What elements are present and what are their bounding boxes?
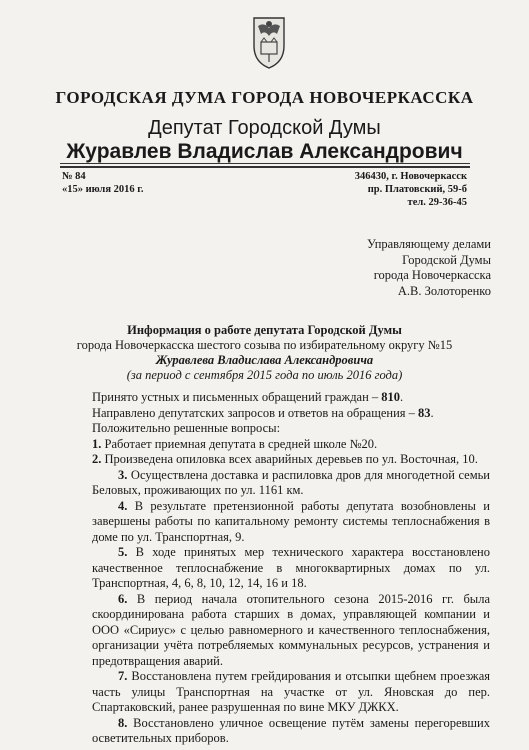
item-text: В результате претензионной работы депутата возобновлены и завершены работы по капитальному ремонту системы теплоснабжения в доме по ул. Транспортная, 9.: [92, 498, 490, 544]
sent-label: Направлено депутатских запросов и ответов на обращения –: [92, 405, 419, 420]
addressee-line-3: города Новочеркасска: [373, 268, 491, 282]
coat-of-arms-icon: [246, 12, 292, 70]
list-item: [92, 716, 490, 747]
duma-title: ГОРОДСКАЯ ДУМА ГОРОДА НОВОЧЕРКАССКА: [55, 88, 474, 107]
addressee-line-2: Городской Думы: [402, 252, 491, 267]
item-text: Восстановлена путем грейдирования и отсыпки щебнем проезжая часть улицы Транспортная на участке от ул. Яновская до пер. Спартаковский, ранее разрушенная по вине МКУ ДЖКХ.: [92, 669, 490, 714]
item-number: 4.: [118, 498, 128, 513]
report-body: [92, 390, 490, 747]
sent-line: Направлено депутатских запросов и ответов на обращения – 83.: [92, 405, 434, 420]
title-line-3: Журавлева Владислава Александровича: [155, 353, 374, 367]
item-text: Восстановлено уличное освещение путём замены перегоревших осветительных приборов.: [92, 715, 490, 745]
list-item: [92, 437, 490, 453]
address-line-2: пр. Платовский, 59-б: [367, 184, 467, 195]
document-number: № 84: [62, 171, 86, 182]
document-date: «15» июля 2016 г.: [62, 184, 144, 195]
accepted-line: Принято устных и письменных обращений граждан – 810.: [92, 390, 404, 404]
header-rule-thin: [60, 163, 470, 164]
item-number: 1.: [92, 436, 102, 451]
list-item: [92, 499, 490, 546]
list-item: [92, 545, 490, 592]
item-number: 2.: [92, 452, 102, 466]
addressee-line-4: А.В. Золоторенко: [397, 283, 491, 298]
item-text: Осуществлена доставка и распиловка дров для многодетной семьи Беловых, проживающих по ул. 1161 км.: [92, 467, 491, 497]
deputy-name: Журавлев Владислав Александрович: [66, 140, 463, 163]
list-item: [92, 592, 490, 670]
list-item: [92, 452, 490, 468]
resolved-label: Положительно решенные вопросы:: [92, 421, 281, 435]
address-line-1: 346430, г. Новочеркасск: [354, 171, 467, 182]
item-text: Произведена опиловка всех аварийных деревьев по ул. Восточная, 10.: [104, 452, 478, 466]
title-line-4: (за период с сентября 2015 года по июль 2016 года): [126, 368, 403, 382]
report-title: [40, 323, 489, 383]
item-number: 5.: [118, 545, 128, 559]
addressee-line-1: Управляющему делами: [366, 237, 491, 251]
document-number-date: [62, 170, 143, 196]
list-item: [92, 669, 490, 716]
item-number: 3.: [118, 467, 128, 482]
resolved-list: [92, 437, 490, 747]
list-item: [92, 468, 490, 499]
deputy-title: Депутат Городской Думы: [148, 117, 381, 139]
sent-value: 83: [418, 405, 431, 420]
item-number: 7.: [118, 669, 128, 683]
phone: тел. 29-36-45: [407, 197, 467, 208]
item-number: 6.: [118, 591, 128, 606]
sender-address: [355, 170, 467, 209]
item-text: Работает приемная депутата в средней школе №20.: [104, 436, 378, 451]
item-number: 8.: [118, 715, 128, 730]
item-text: В период начала отопительного сезона 2015-2016 гг. была скоординирована работа старших в домах, управляющей компании и ООО «Сириус» с целью равномерного и качественного теплоснабжения, организации учёта потребляемых коммунальных ресурсов, устранения и предотвращения аварий.: [92, 591, 490, 668]
addressee-block: [367, 237, 491, 299]
accepted-value: 810: [381, 390, 401, 404]
item-text: В ходе принятых мер технического характера восстановлено качественное теплоснабжение в многоквартирных домах по ул. Транспортная, 4, 6, 8, 10, 12, 14, 16 и 18.: [92, 545, 490, 590]
title-line-2: города Новочеркасска шестого созыва по избирательному округу №15: [76, 338, 453, 352]
accepted-label: Принято устных и письменных обращений граждан –: [92, 390, 382, 404]
header-rule-thick: [60, 166, 470, 168]
title-line-1: Информация о работе депутата Городской Думы: [127, 323, 402, 337]
